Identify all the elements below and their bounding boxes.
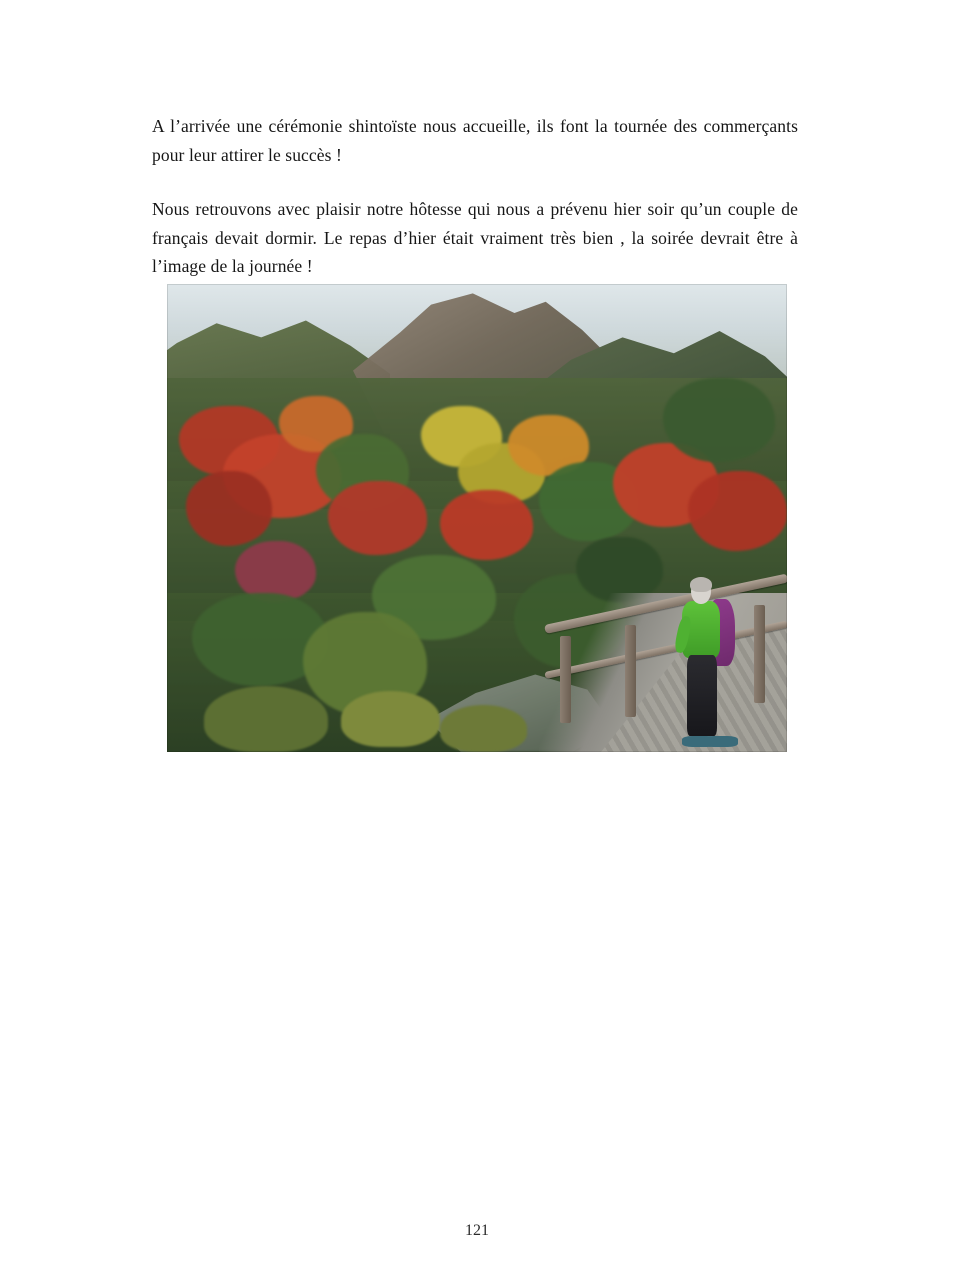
hiker-trousers bbox=[687, 655, 717, 736]
railing-post-2 bbox=[625, 625, 636, 718]
railing-post-4 bbox=[754, 605, 765, 703]
paragraph-2: Nous retrouvons avec plaisir notre hôtesse qui nous a prévenu hier soir qu’un couple de français devait dormir. Le repas d’hier était vraiment très bien , la soirée devrait être à l’image de la journée ! bbox=[152, 199, 798, 277]
grass-tuft-2 bbox=[204, 686, 328, 752]
hiker-hair bbox=[690, 577, 712, 592]
page-number: 121 bbox=[465, 1222, 489, 1239]
foliage-red-6 bbox=[688, 471, 787, 551]
hiker-shoe-right bbox=[703, 736, 737, 748]
foliage-red-4 bbox=[440, 490, 533, 560]
railing-post-1 bbox=[560, 636, 571, 723]
hiker-figure bbox=[666, 579, 740, 747]
foliage-red-3 bbox=[328, 481, 427, 556]
foliage-green-3 bbox=[663, 378, 775, 462]
autumn-forest-photo bbox=[167, 284, 787, 752]
photo-figure bbox=[167, 284, 787, 752]
foliage-crimson-1 bbox=[186, 471, 273, 546]
grass-tuft-3 bbox=[440, 705, 527, 752]
paragraph-1: A l’arrivée une cérémonie shintoïste nous accueille, ils font la tournée des commerçants pour leur attirer le succès ! bbox=[152, 116, 798, 165]
text-content bbox=[152, 112, 798, 281]
grass-tuft-1 bbox=[341, 691, 440, 747]
